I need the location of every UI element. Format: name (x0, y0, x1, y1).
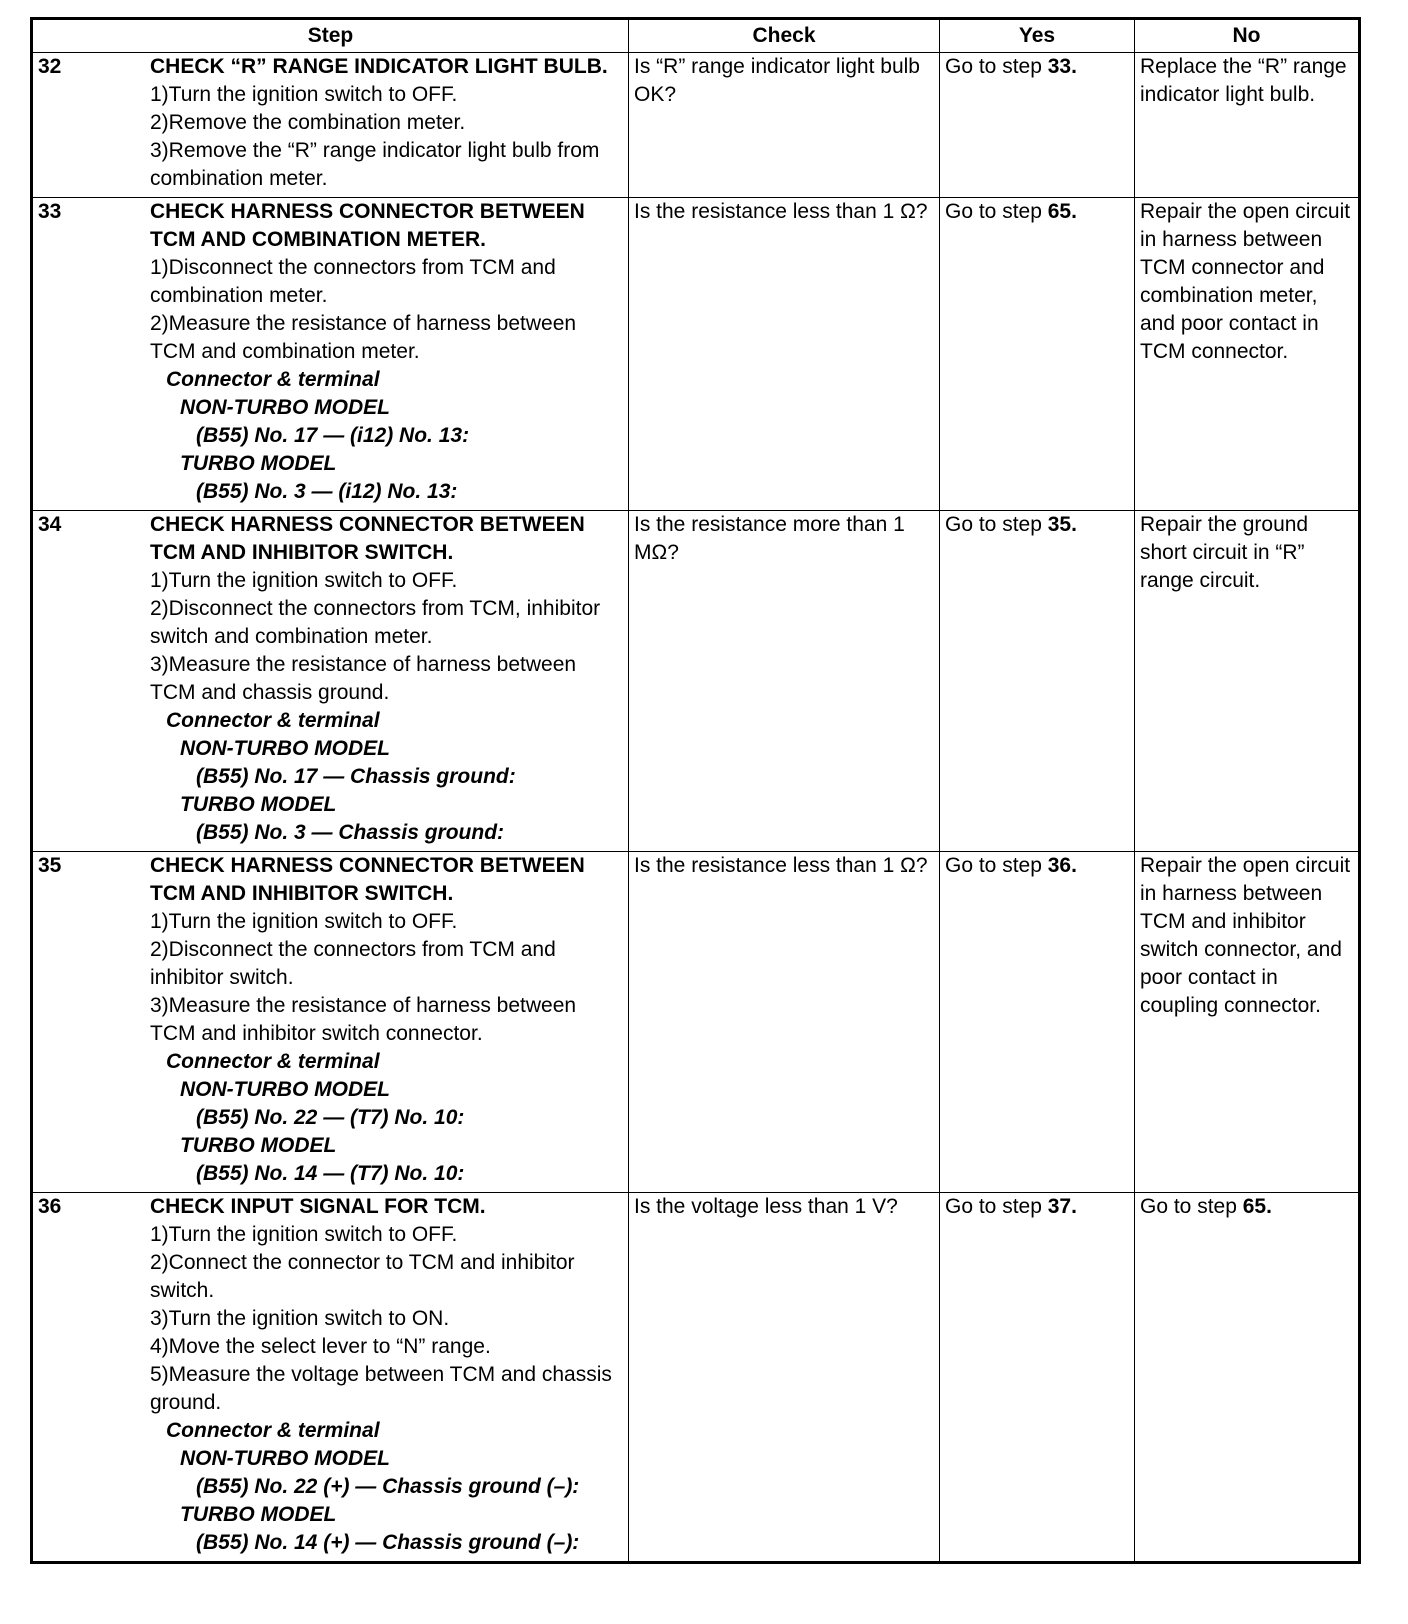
model-label: NON-TURBO MODEL (180, 1078, 390, 1101)
step-cell (32, 511, 629, 852)
step-title: CHECK HARNESS CONNECTOR BETWEEN TCM AND INHIBITOR SWITCH. (150, 513, 585, 564)
procedure-line: 3)Turn the ignition switch to ON. (150, 1307, 450, 1330)
yes-text: Go to step (945, 513, 1048, 536)
step-number: 35 (38, 854, 62, 877)
model-label: NON-TURBO MODEL (180, 737, 390, 760)
model-label: NON-TURBO MODEL (180, 1447, 390, 1470)
header-row (32, 19, 1360, 53)
step-title: CHECK HARNESS CONNECTOR BETWEEN TCM AND INHIBITOR SWITCH. (150, 854, 585, 905)
yes-text: Go to step (945, 1195, 1048, 1218)
procedure-line: 1)Turn the ignition switch to OFF. (150, 83, 458, 106)
connector-heading: Connector & terminal (166, 1050, 380, 1073)
model-label: TURBO MODEL (180, 793, 337, 816)
no-cell: Repair the ground short circuit in “R” range circuit. (1135, 511, 1360, 852)
model-label: TURBO MODEL (180, 1134, 337, 1157)
diagnostic-table (30, 17, 1361, 1564)
procedure-line: 2)Disconnect the connectors from TCM, inhibitor switch and combination meter. (150, 597, 601, 648)
procedure-line: 3)Measure the resistance of harness between TCM and inhibitor switch connector. (150, 994, 577, 1045)
no-cell: Repair the open circuit in harness between TCM connector and combination meter, and poor contact in TCM connector. (1135, 198, 1360, 511)
yes-cell (940, 511, 1135, 852)
yes-text: Go to step (945, 55, 1048, 78)
step-title: CHECK INPUT SIGNAL FOR TCM. (150, 1195, 486, 1218)
step-number: 32 (38, 55, 62, 78)
procedure-line: 2)Remove the combination meter. (150, 111, 466, 134)
procedure-line: 3)Remove the “R” range indicator light bulb from combination meter. (150, 139, 600, 190)
procedure-line: 2)Connect the connector to TCM and inhibitor switch. (150, 1251, 575, 1302)
header-check: Check (629, 19, 940, 53)
step-cell (32, 1193, 629, 1563)
procedure-line: 2)Disconnect the connectors from TCM and inhibitor switch. (150, 938, 556, 989)
step-cell (32, 53, 629, 198)
terminal-spec: (B55) No. 3 — (i12) No. 13: (196, 480, 458, 503)
procedure-line: 1)Turn the ignition switch to OFF. (150, 1223, 458, 1246)
yes-cell (940, 53, 1135, 198)
step-body (150, 53, 624, 193)
step-body (150, 852, 624, 1188)
procedure-line: 3)Measure the resistance of harness between TCM and chassis ground. (150, 653, 577, 704)
step-body (150, 511, 624, 847)
terminal-spec: (B55) No. 22 — (T7) No. 10: (196, 1106, 465, 1129)
step-number: 34 (38, 513, 62, 536)
yes-cell (940, 198, 1135, 511)
terminal-spec: (B55) No. 17 — (i12) No. 13: (196, 424, 470, 447)
step-cell (32, 852, 629, 1193)
check-cell: Is the voltage less than 1 V? (629, 1193, 940, 1563)
procedure-line: 1)Turn the ignition switch to OFF. (150, 910, 458, 933)
check-cell: Is “R” range indicator light bulb OK? (629, 53, 940, 198)
table-row (32, 1193, 1360, 1563)
yes-step-link: 36. (1047, 854, 1077, 877)
connector-heading: Connector & terminal (166, 368, 380, 391)
yes-step-link: 35. (1047, 513, 1077, 536)
no-cell: Replace the “R” range indicator light bulb. (1135, 53, 1360, 198)
model-label: TURBO MODEL (180, 452, 337, 475)
yes-step-link: 37. (1047, 1195, 1077, 1218)
terminal-spec: (B55) No. 14 (+) — Chassis ground (–): (196, 1531, 580, 1554)
step-body (150, 198, 624, 506)
check-cell: Is the resistance less than 1 Ω? (629, 852, 940, 1193)
step-number: 36 (38, 1195, 62, 1218)
table-row (32, 852, 1360, 1193)
no-cell (1135, 1193, 1360, 1563)
procedure-line: 5)Measure the voltage between TCM and chassis ground. (150, 1363, 612, 1414)
yes-step-link: 33. (1047, 55, 1077, 78)
header-no: No (1135, 19, 1360, 53)
diagnostic-procedure-sheet (30, 17, 1358, 1564)
model-label: NON-TURBO MODEL (180, 396, 390, 419)
yes-cell (940, 1193, 1135, 1563)
step-title: CHECK HARNESS CONNECTOR BETWEEN TCM AND COMBINATION METER. (150, 200, 585, 251)
yes-cell (940, 852, 1135, 1193)
no-cell: Repair the open circuit in harness between TCM and inhibitor switch connector, and poor contact in coupling connector. (1135, 852, 1360, 1193)
step-title: CHECK “R” RANGE INDICATOR LIGHT BULB. (150, 55, 608, 78)
check-cell: Is the resistance more than 1 MΩ? (629, 511, 940, 852)
no-text: Go to step (1140, 1195, 1243, 1218)
yes-text: Go to step (945, 200, 1048, 223)
table-row (32, 53, 1360, 198)
model-label: TURBO MODEL (180, 1503, 337, 1526)
procedure-line: 2)Measure the resistance of harness between TCM and combination meter. (150, 312, 577, 363)
table-row (32, 511, 1360, 852)
yes-step-link: 65. (1047, 200, 1077, 223)
procedure-line: 1)Disconnect the connectors from TCM and combination meter. (150, 256, 556, 307)
terminal-spec: (B55) No. 22 (+) — Chassis ground (–): (196, 1475, 580, 1498)
step-number: 33 (38, 200, 62, 223)
connector-heading: Connector & terminal (166, 1419, 380, 1442)
table-body (32, 53, 1360, 1563)
table-row (32, 198, 1360, 511)
terminal-spec: (B55) No. 14 — (T7) No. 10: (196, 1162, 465, 1185)
check-cell: Is the resistance less than 1 Ω? (629, 198, 940, 511)
step-cell (32, 198, 629, 511)
header-step: Step (32, 19, 629, 53)
no-step-link: 65. (1242, 1195, 1272, 1218)
terminal-spec: (B55) No. 17 — Chassis ground: (196, 765, 516, 788)
header-yes: Yes (940, 19, 1135, 53)
connector-heading: Connector & terminal (166, 709, 380, 732)
procedure-line: 1)Turn the ignition switch to OFF. (150, 569, 458, 592)
procedure-line: 4)Move the select lever to “N” range. (150, 1335, 491, 1358)
yes-text: Go to step (945, 854, 1048, 877)
step-body (150, 1193, 624, 1557)
terminal-spec: (B55) No. 3 — Chassis ground: (196, 821, 505, 844)
